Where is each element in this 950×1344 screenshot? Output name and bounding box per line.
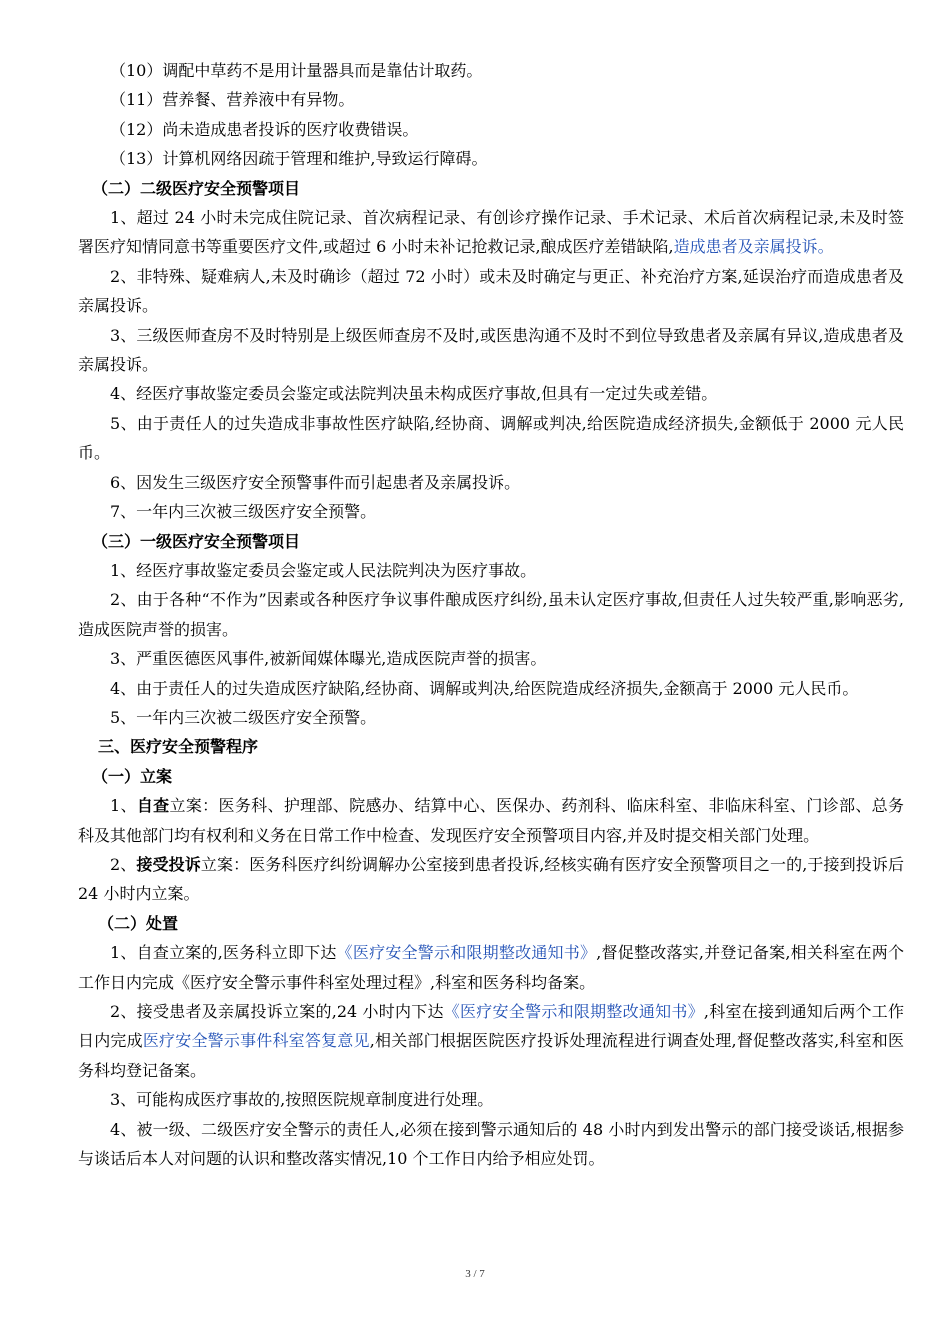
bold-term: 接受投诉 xyxy=(136,854,201,874)
list-item: 3、三级医师查房不及时特别是上级医师查房不及时,或医患沟通不及时不到位导致患者及亲属有异议,造成患者及亲属投诉。 xyxy=(78,325,904,375)
link-text[interactable]: 《医疗安全警示和限期整改通知书》 xyxy=(443,1002,704,1021)
list-item: 2、非特殊、疑难病人,未及时确诊（超过 72 小时）或未及时确定与更正、补充治疗方案,延误治疗而造成患者及亲属投诉。 xyxy=(78,266,904,316)
item-text: ,督促整改落实,并登记备案,相关科室在两个工作日内完成《医疗安全警示事件科室处理过程》,科室和医务科均备案。 xyxy=(78,943,904,992)
list-item: （10）调配中草药不是用计量器具而是靠估计取药。 xyxy=(110,61,483,80)
list-item: （11）营养餐、营养液中有异物。 xyxy=(110,90,355,110)
item-number: 2、 xyxy=(110,854,137,874)
subsection-heading-handling: （二）处置 xyxy=(98,913,179,933)
list-item xyxy=(78,938,904,997)
page-number: 3 / 7 xyxy=(465,1268,485,1280)
list-item xyxy=(78,850,904,909)
list-item: 4、经医疗事故鉴定委员会鉴定或法院判决虽未构成医疗事故,但具有一定过失或差错。 xyxy=(110,384,718,404)
item-text: 立案：医务科医疗纠纷调解办公室接到患者投诉,经核实确有医疗安全预警项目之一的,于接到投诉后 24 小时内立案。 xyxy=(78,854,904,904)
bold-term: 自查 xyxy=(136,796,170,816)
link-text[interactable]: 造成患者及亲属投诉。 xyxy=(673,237,834,257)
item-text: ,科室在接到通知后两个工作日内完成 xyxy=(78,1002,904,1051)
link-text[interactable]: 《医疗安全警示和限期整改通知书》 xyxy=(336,943,597,963)
list-item: 7、一年内三次被三级医疗安全预警。 xyxy=(110,502,377,522)
list-item xyxy=(78,791,904,850)
section-heading-level1: （三）一级医疗安全预警项目 xyxy=(92,531,301,551)
list-item: 3、严重医德医风事件,被新闻媒体曝光,造成医院声誉的损害。 xyxy=(110,649,547,669)
list-item: 5、由于责任人的过失造成非事故性医疗缺陷,经协商、调解或判决,给医院造成经济损失,金额低于 2000 元人民币。 xyxy=(78,413,904,463)
list-item xyxy=(78,203,904,262)
list-item: （13）计算机网络因疏于管理和维护,导致运行障碍。 xyxy=(110,149,488,169)
list-item: 6、因发生三级医疗安全预警事件而引起患者及亲属投诉。 xyxy=(110,472,521,492)
list-item: 5、一年内三次被二级医疗安全预警。 xyxy=(110,707,377,727)
item-text: ,相关部门根据医院医疗投诉处理流程进行调查处理,督促整改落实,科室和医务科均登记备案。 xyxy=(78,1031,904,1080)
list-item: 2、由于各种“不作为”因素或各种医疗争议事件酿成医疗纠纷,虽未认定医疗事故,但责任人过失较严重,影响恶劣,造成医院声誉的损害。 xyxy=(78,590,904,639)
chapter-heading: 三、医疗安全预警程序 xyxy=(98,737,259,757)
item-text: 1、自查立案的,医务科立即下达 xyxy=(110,943,337,963)
list-item: 4、由于责任人的过失造成医疗缺陷,经协商、调解或判决,给医院造成经济损失,金额高于 2000 元人民币。 xyxy=(110,678,859,698)
list-item: 3、可能构成医疗事故的,按照医院规章制度进行处理。 xyxy=(110,1090,494,1110)
item-text: 立案：医务科、护理部、院感办、结算中心、医保办、药剂科、临床科室、非临床科室、门诊部、总务科及其他部门均有权利和义务在日常工作中检查、发现医疗安全预警项目内容,并及时提交相关部门处理。 xyxy=(78,796,904,845)
link-text[interactable]: 医疗安全警示事件科室答复意见 xyxy=(142,1031,370,1051)
item-text: 1、超过 24 小时未完成住院记录、首次病程记录、有创诊疗操作记录、手术记录、术后首次病程记录,未及时签署医疗知情同意书等重要医疗文件,或超过 6 小时未补记抢救记录,酿成医疗差错缺陷, xyxy=(78,208,904,257)
list-item: （12）尚未造成患者投诉的医疗收费错误。 xyxy=(110,119,419,139)
item-number: 1、 xyxy=(110,796,137,816)
subsection-heading-filing: （一）立案 xyxy=(92,766,173,786)
document-body xyxy=(78,56,904,1173)
section-heading-level2: （二）二级医疗安全预警项目 xyxy=(92,178,301,198)
list-item: 4、被一级、二级医疗安全警示的责任人,必须在接到警示通知后的 48 小时内到发出警示的部门接受谈话,根据参与谈话后本人对问题的认识和整改落实情况,10 个工作日内给予相应处罚。 xyxy=(78,1119,904,1169)
list-item: 1、经医疗事故鉴定委员会鉴定或人民法院判决为医疗事故。 xyxy=(110,560,537,580)
list-item xyxy=(78,997,904,1085)
item-text: 2、接受患者及亲属投诉立案的,24 小时内下达 xyxy=(110,1002,444,1021)
